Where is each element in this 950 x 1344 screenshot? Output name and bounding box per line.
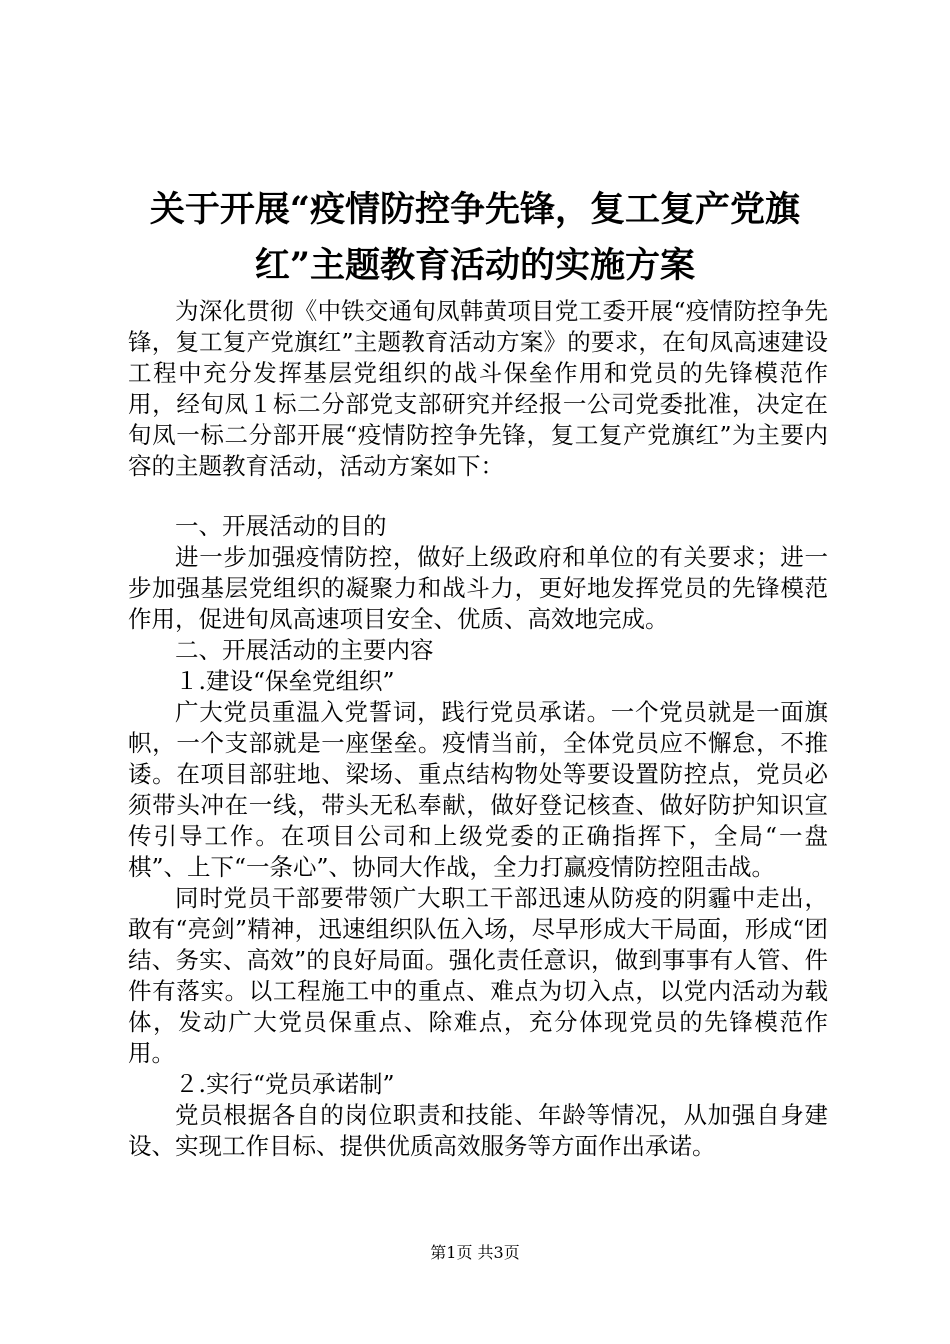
section-heading-purpose: 一、开展活动的目的 — [175, 512, 387, 540]
page-number-footer: 第1页 共3页 — [430, 1243, 520, 1262]
document-title-line-1: 关于开展“疫情防控争先锋，复工复产党旗 — [149, 189, 801, 230]
subheading-fortress-organization: １.建设“保垒党组织” — [175, 667, 395, 695]
fortress-paragraph-2: 同时党员干部要带领广大职工干部迅速从防疫的阴霾中走出，敢有“亮剑”精神，迅速组织队伍入场，尽早形成大干局面，形成“团结、务实、高效”的良好局面。强化责任意识，做到事事有人管、件件有落实。以工程施工中的重点、难点为切入点，以党内活动为载体，发动广大党员保重点、除难点，充分体现党员的先锋模范作用。 — [128, 884, 828, 1067]
section-heading-content: 二、开展活动的主要内容 — [175, 636, 434, 664]
document-title-line-2: 红”主题教育活动的实施方案 — [254, 245, 696, 286]
document-body — [128, 296, 828, 1162]
commitment-paragraph: 党员根据各自的岗位职责和技能、年龄等情况，从加强自身建设、实现工作目标、提供优质高效服务等方面作出承诺。 — [128, 1101, 828, 1160]
subheading-member-commitment: ２.实行“党员承诺制” — [175, 1070, 395, 1098]
fortress-paragraph-1: 广大党员重温入党誓词，践行党员承诺。一个党员就是一面旗帜，一个支部就是一座堡垒。疫情当前，全体党员应不懈怠，不推诿。在项目部驻地、梁场、重点结构物处等要设置防控点，党员必须带头冲在一线，带头无私奉献，做好登记核查、做好防护知识宣传引导工作。在项目公司和上级党委的正确指挥下，全局“一盘棋”、上下“一条心”、协同大作战，全力打赢疫情防控阻击战。 — [128, 698, 828, 881]
intro-paragraph: 为深化贯彻《中铁交通旬凤韩黄项目党工委开展“疫情防控争先锋，复工复产党旗红”主题教育活动方案》的要求，在旬凤高速建设工程中充分发挥基层党组织的战斗保垒作用和党员的先锋模范作用，经旬凤１标二分部党支部研究并经报一公司党委批准，决定在旬凤一标二分部开展“疫情防控争先锋，复工复产党旗红”为主要内容的主题教育活动，活动方案如下： — [128, 297, 828, 480]
purpose-paragraph: 进一步加强疫情防控，做好上级政府和单位的有关要求；进一步加强基层党组织的凝聚力和战斗力，更好地发挥党员的先锋模范作用，促进旬凤高速项目安全、优质、高效地完成。 — [128, 543, 828, 633]
